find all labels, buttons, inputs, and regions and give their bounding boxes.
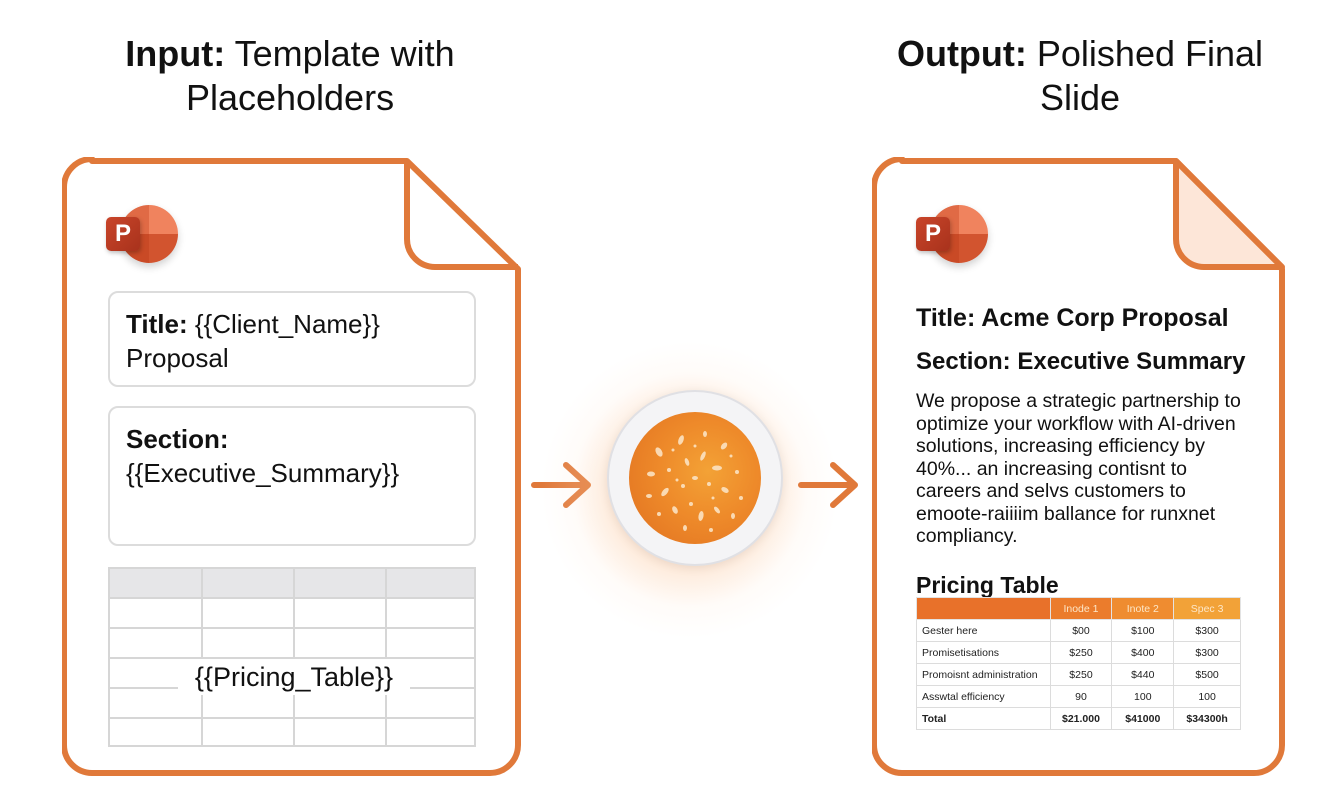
- slide-body-text: We propose a strategic partnership to optimize your workflow with AI-driven solutions, increasing efficiency by 40%... an increasing contisnt to careers and selvs customers to emoote-raiiiim ballance for runxnet compliancy.: [916, 390, 1241, 547]
- row-label: Asswtal efficiency: [917, 686, 1051, 708]
- table-row: [917, 686, 1241, 708]
- table-cell: 100: [1112, 686, 1174, 708]
- table-row: [917, 620, 1241, 642]
- pricing-header-cell: Spec 3: [1174, 598, 1241, 620]
- input-heading-text: Template with Placeholders: [185, 33, 455, 118]
- row-label: Promoisnt administration: [917, 664, 1051, 686]
- row-label: Total: [917, 708, 1051, 730]
- pricing-header-cell: Inote 2: [1112, 598, 1174, 620]
- title-placeholder-box: [108, 291, 476, 387]
- section-placeholder-box: [108, 406, 476, 546]
- input-heading: [90, 32, 490, 120]
- pricing-header-cell: Inode 1: [1050, 598, 1112, 620]
- ai-processing-orb-icon: [607, 390, 783, 566]
- output-heading: [880, 32, 1280, 120]
- input-template-document: [62, 157, 522, 777]
- slide-section-heading: Section: Executive Summary: [916, 348, 1246, 375]
- table-cell: $250: [1050, 642, 1112, 664]
- pricing-table: [916, 597, 1241, 730]
- pricing-table-placeholder: [108, 567, 476, 747]
- table-cell: $440: [1112, 664, 1174, 686]
- table-total-row: [917, 708, 1241, 730]
- slide-content: [916, 302, 1256, 600]
- table-cell: $250: [1050, 664, 1112, 686]
- section-placeholder: {{Executive_Summary}}: [126, 458, 400, 488]
- output-heading-text: Polished Final Slide: [1026, 33, 1264, 118]
- table-cell: $300: [1174, 642, 1241, 664]
- table-cell: 90: [1050, 686, 1112, 708]
- table-cell: $00: [1050, 620, 1112, 642]
- table-row: [917, 642, 1241, 664]
- output-final-slide-document: [872, 157, 1286, 777]
- powerpoint-icon: P: [916, 201, 986, 271]
- title-placeholder: {{Client_Name}} Proposal: [126, 309, 380, 373]
- table-cell: 100: [1174, 686, 1241, 708]
- section-label: Section:: [126, 424, 229, 454]
- table-cell: $400: [1112, 642, 1174, 664]
- table-cell: $300: [1174, 620, 1241, 642]
- arrow-right-icon: [797, 457, 861, 513]
- table-cell: $100: [1112, 620, 1174, 642]
- input-heading-bold: Input:: [125, 33, 226, 74]
- table-cell: $500: [1174, 664, 1241, 686]
- table-cell: $41000: [1112, 708, 1174, 730]
- powerpoint-icon: P: [106, 201, 176, 271]
- pricing-heading: Pricing Table: [916, 571, 1059, 598]
- table-cell: $21.000: [1050, 708, 1112, 730]
- row-label: Promisetisations: [917, 642, 1051, 664]
- pricing-header-cell: [917, 598, 1051, 620]
- title-label: Title:: [126, 309, 188, 339]
- pricing-table-placeholder-text: {{Pricing_Table}}: [178, 659, 410, 695]
- output-heading-bold: Output:: [896, 33, 1027, 74]
- table-cell: $34300h: [1174, 708, 1241, 730]
- table-row: [917, 664, 1241, 686]
- row-label: Gester here: [917, 620, 1051, 642]
- slide-title: Title: Acme Corp Proposal: [916, 304, 1229, 332]
